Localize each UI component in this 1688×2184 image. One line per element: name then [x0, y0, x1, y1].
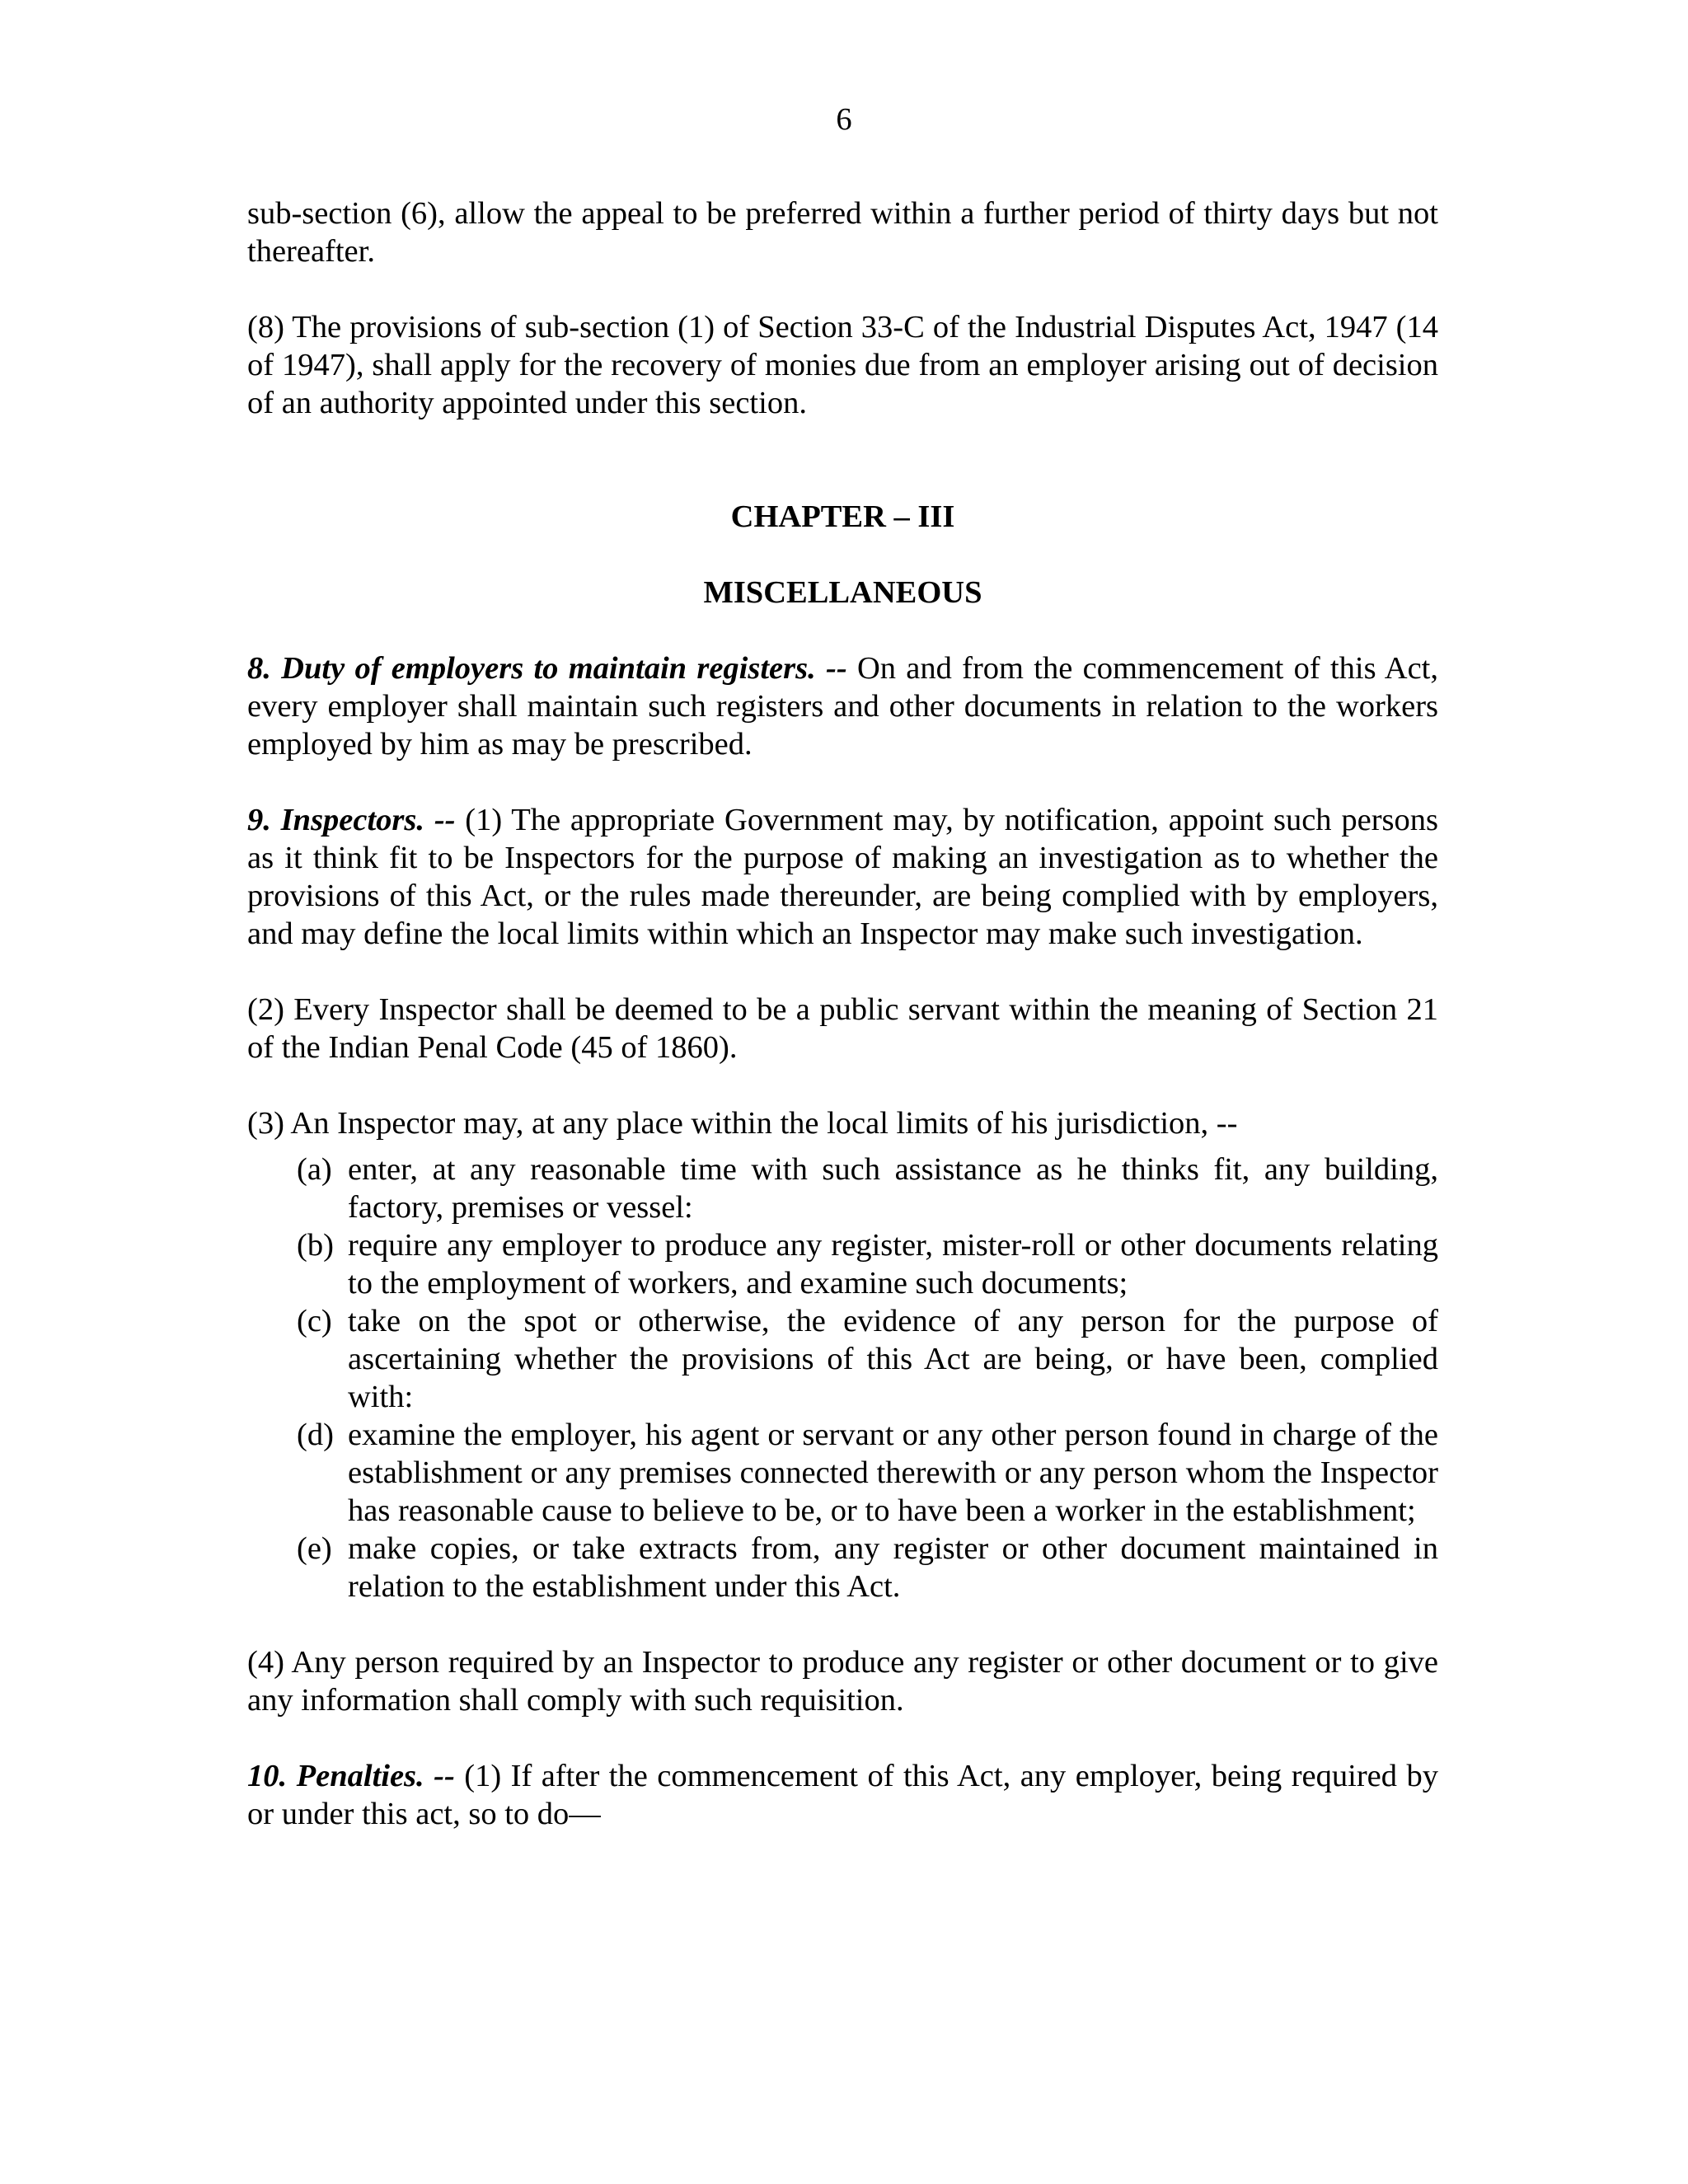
section-10: [247, 1757, 1438, 1833]
clause-text: examine the employer, his agent or servant or any other person found in charge of the establishment or any premises connected therewith or any person whom the Inspector has reasonable cause to believe to be, or to have been a worker in the establishment;: [348, 1418, 1438, 1528]
clause-item: [297, 1151, 1438, 1226]
section-9-heading: 9. Inspectors. --: [247, 803, 456, 837]
paragraph-continuation: sub-section (6), allow the appeal to be preferred within a further period of thirty days but not thereafter.: [247, 196, 1438, 269]
clause-mark: (e): [297, 1531, 332, 1566]
section-9-text: (1) The appropriate Government may, by notification, appoint such persons as it think fit to be Inspectors for the purpose of making an investigation as to whether the provisions of this Act, or the rules made thereunder, are being complied with by employers, and may define the local limits within which an Inspector may make such investigation.: [247, 803, 1438, 951]
clause-item: [297, 1226, 1438, 1302]
clause-item: [297, 1530, 1438, 1605]
clause-item: [297, 1302, 1438, 1416]
page-body: [247, 194, 1438, 1871]
clause-mark: (a): [297, 1152, 332, 1187]
paragraph-subsection-8: (8) The provisions of sub-section (1) of Section 33-C of the Industrial Disputes Act, 1947 (14 of 1947), shall apply for the recovery of monies due from an employer arising out of decision of an authority appointed under this section.: [247, 310, 1438, 420]
chapter-subtitle: MISCELLANEOUS: [703, 575, 982, 610]
clause-mark: (d): [297, 1418, 334, 1452]
clause-text: enter, at any reasonable time with such assistance as he thinks fit, any building, factory, premises or vessel:: [348, 1152, 1438, 1225]
clause-mark: (b): [297, 1228, 334, 1263]
clause-item: [297, 1416, 1438, 1530]
section-8-heading: 8. Duty of employers to maintain registers. --: [247, 651, 847, 686]
section-8-text: On and from the commencement of this Act, every employer shall maintain such registers and other documents in relation to the workers employed by him as may be prescribed.: [247, 651, 1438, 762]
section-10-heading: 10. Penalties. --: [247, 1759, 455, 1793]
clause-text: require any employer to produce any register, mister-roll or other documents relating to the employment of workers, and examine such documents;: [348, 1228, 1438, 1301]
chapter-title: CHAPTER – III: [730, 499, 955, 534]
page-number: 6: [836, 102, 852, 137]
clause-text: take on the spot or otherwise, the evidence of any person for the purpose of ascertaining whether the provisions of this Act are being, or have been, complied with:: [348, 1304, 1438, 1414]
clause-mark: (c): [297, 1304, 332, 1338]
clause-list: [247, 1151, 1438, 1605]
section-9-sub-1: [247, 801, 1438, 953]
section-9-sub-2: (2) Every Inspector shall be deemed to be a public servant within the meaning of Section 21 of the Indian Penal Code (45 of 1860).: [247, 992, 1438, 1065]
section-8: [247, 649, 1438, 763]
section-10-text: (1) If after the commencement of this Act, any employer, being required by or under this act, so to do—: [247, 1759, 1438, 1831]
section-9-sub-3: (3) An Inspector may, at any place within the local limits of his jurisdiction, --: [247, 1106, 1238, 1141]
section-9-sub-4: (4) Any person required by an Inspector to produce any register or other document or to give any information shall comply with such requisition.: [247, 1645, 1438, 1718]
clause-text: make copies, or take extracts from, any register or other document maintained in relation to the establishment under this Act.: [348, 1531, 1438, 1604]
